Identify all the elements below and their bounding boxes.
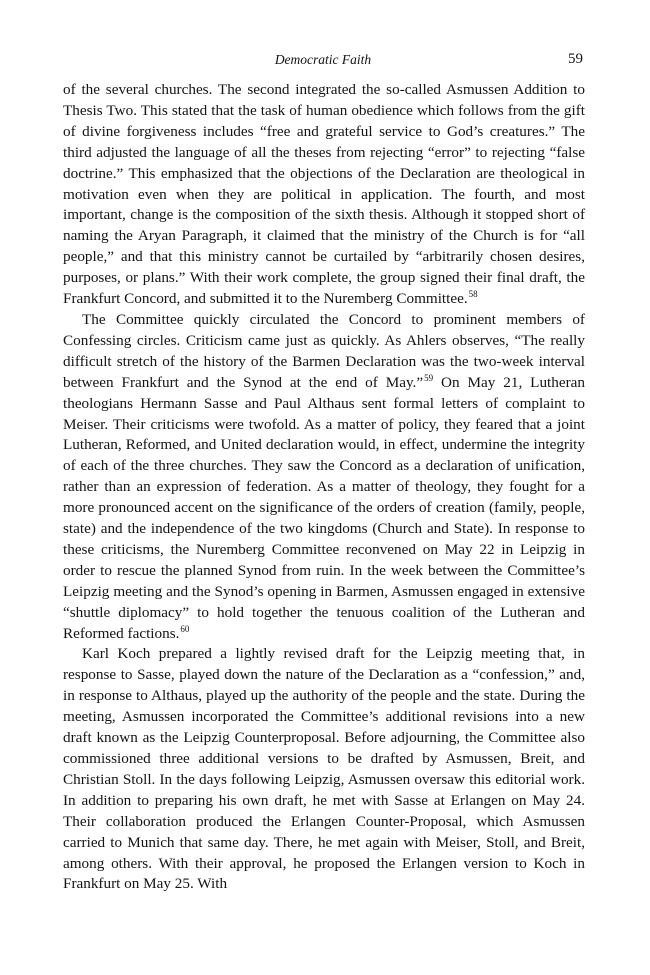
running-title: Democratic Faith — [274, 52, 372, 67]
page-number: 59 — [568, 51, 583, 67]
paragraph-text: of the several churches. The second integrated the so-called Asmussen Addition to Thesis Two. This stated that the task of human obedience which follows from the gift of divine forgiveness includes “free and grateful service to God’s creatures.” The third adjusted the language of all the theses from rejecting “error” to rejecting “false doctrine.” This emphasized that the objections of the Declaration are theological in motivation even when they are political in application. The fourth, and most important, change is the composition of the sixth thesis. Although it stopped short of naming the Aryan Paragraph, it claimed that the ministry of the Church is for “all people,” and that this ministry cannot be curtailed by “arbitrarily chosen desires, purposes, or plans.” With their work complete, the group signed their final draft, the Frankfurt Concord, and submitted it to the Nuremberg Committee. — [63, 81, 585, 308]
paragraph — [63, 644, 585, 895]
running-head — [63, 50, 583, 72]
footnote-ref-58: 58 — [468, 289, 478, 300]
paragraph — [63, 310, 585, 645]
footnote-ref-60: 60 — [180, 623, 190, 634]
footnote-ref-59: 59 — [424, 372, 434, 383]
body-text — [63, 80, 585, 895]
paragraph-text: On May 21, Lutheran theologians Hermann Sasse and Paul Althaus sent formal letters of complaint to Meiser. Their criticisms were twofold. As a matter of policy, they feared that a joint Lutheran, Reformed, and United declaration would, in effect, undermine the integrity of each of the three churches. They saw the Concord as a declaration of unification, rather than an expression of federation. As a matter of theology, they fought for a more pronounced accent on the significance of the orders of creation (family, people, state) and the independence of the two kingdoms (Church and State). In response to these criticisms, the Nuremberg Committee reconvened on May 22 in Leipzig in order to rescue the planned Synod from ruin. In the week between the Committee’s Leipzig meeting and the Synod’s opening in Barmen, Asmussen engaged in extensive “shuttle diplomacy” to hold together the tenuous coalition of the Lutheran and Reformed factions. — [63, 373, 586, 642]
paragraph — [63, 80, 585, 310]
paragraph-text: Karl Koch prepared a lightly revised draft for the Leipzig meeting that, in response to Sasse, played down the nature of the Declaration as a “confession,” and, in response to Althaus, played up the authority of the people and the state. During the meeting, Asmussen incorporated the Committee’s additional revisions into a new draft known as the Leipzig Counterproposal. Before adjourning, the Committee also commissioned three additional versions to be drafted by Asmussen, Breit, and Christian Stoll. In the days following Leipzig, Asmussen oversaw this editorial work. In addition to preparing his own draft, he met with Sasse at Erlangen on May 24. Their collaboration produced the Erlangen Counter-Proposal, which Asmussen carried to Munich that same day. There, he met again with Meiser, Stoll, and Breit, among others. With their approval, he proposed the Erlangen version to Koch in Frankfurt on May 25. With — [63, 645, 585, 893]
paragraph-text: The Committee quickly circulated the Concord to prominent members of Confessing circles. Criticism came just as quickly. As Ahlers observes, “The really difficult stretch of the history of the Barmen Declaration was the two-week interval between Frankfurt and the Synod at the end of May.” — [63, 310, 585, 391]
